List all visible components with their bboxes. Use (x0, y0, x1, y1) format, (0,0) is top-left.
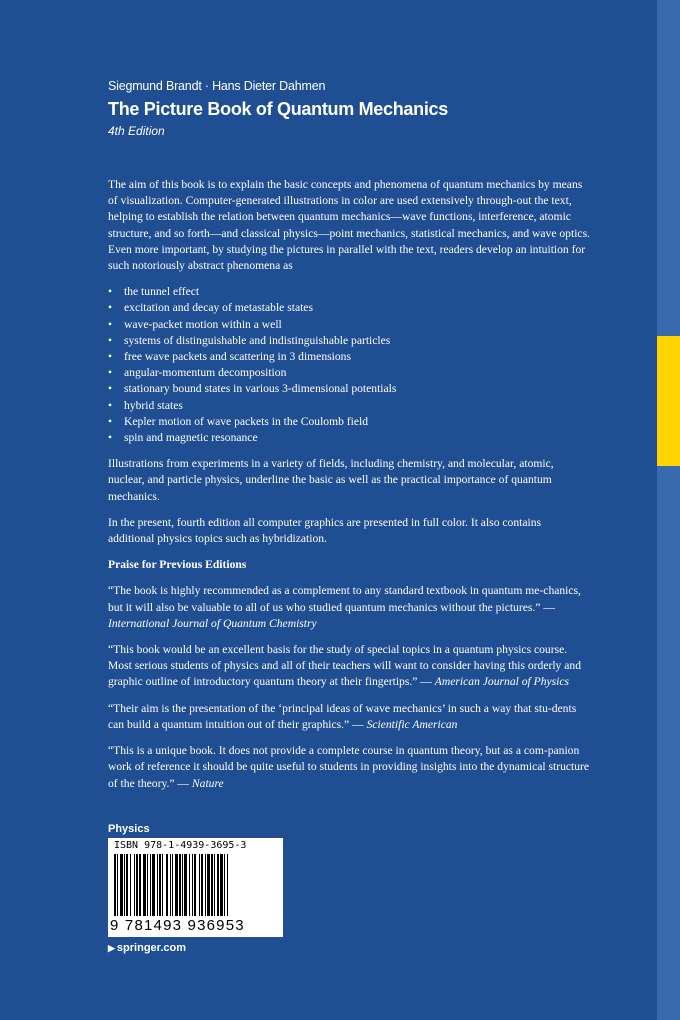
praise-quote (108, 701, 590, 733)
isbn-text: ISBN 978-1-4939-3695-3 (114, 840, 247, 851)
cover-header (108, 78, 628, 139)
cover-footer (108, 822, 283, 955)
quote-text: “This book would be an excellent basis for the study of special topics in a quantum physics course. Most serious students of physics and all of their teachers will want to consider having this orderly and graphic outline of introductory quantum theory at their fingertips.” — (108, 643, 581, 689)
authors: Siegmund Brandt · Hans Dieter Dahmen (108, 79, 326, 93)
publisher-link[interactable] (108, 941, 283, 955)
topic-item: • Kepler motion of wave packets in the Coulomb field (108, 414, 590, 430)
edition: 4th Edition (108, 124, 165, 138)
quote-text: “The book is highly recommended as a complement to any standard textbook in quantum me-chanics, but it will also be valuable to all of us who studied quantum mechanics without the pictures.” — (108, 584, 581, 614)
topic-item: • angular-momentum decomposition (108, 365, 590, 381)
blurb (108, 177, 590, 802)
yellow-accent-bar (657, 336, 680, 466)
illustrations-paragraph: Illustrations from experiments in a variety of fields, including chemistry, and molecular, atomic, nuclear, and particle physics, underline the basic as well as the practical importance of quantum mechanics. (108, 457, 554, 503)
quote-source: American Journal of Physics (434, 675, 570, 689)
topic-item: • wave-packet motion within a well (108, 317, 590, 333)
topic-item: • free wave packets and scattering in 3 dimensions (108, 349, 590, 365)
barcode-digits: 9 781493 936953 (110, 917, 245, 934)
topic-item: • systems of distinguishable and indistinguishable particles (108, 333, 590, 349)
edition-paragraph: In the present, fourth edition all computer graphics are presented in full color. It also contains additional physics topics such as hybridization. (108, 515, 542, 546)
praise-quote (108, 642, 590, 691)
topic-list (108, 284, 590, 446)
topic-item: • spin and magnetic resonance (108, 430, 590, 446)
praise-quote (108, 743, 590, 792)
topic-item: • stationary bound states in various 3-dimensional potentials (108, 381, 590, 397)
quote-source: Nature (191, 776, 224, 790)
quote-text: “This is a unique book. It does not provide a complete course in quantum theory, but as a com-panion work of reference it should be quite useful to students in providing insights into the dynamical structure of the theory.” — (108, 744, 590, 790)
praise-heading: Praise for Previous Editions (108, 558, 247, 572)
barcode-bars (114, 854, 278, 916)
spine-strip (657, 0, 680, 1020)
quote-text: “Their aim is the presentation of the ‘principal ideas of wave mechanics’ in such a way that stu-dents can build a quantum intuition out of their graphics.” — (108, 701, 577, 731)
category-label: Physics (108, 823, 150, 835)
barcode (108, 838, 283, 937)
topic-item: • hybrid states (108, 398, 590, 414)
topic-item: • excitation and decay of metastable states (108, 300, 590, 316)
quote-source: Scientific American (366, 717, 458, 731)
arrow-right-icon: ▶ (108, 943, 115, 953)
publisher-url: springer.com (116, 942, 186, 954)
intro-paragraph: The aim of this book is to explain the basic concepts and phenomena of quantum mechanics by means of visualization. Computer-generated illustrations in color are used extensively through-out the text, helping to establish the relation between quantum mechanics—wave functions, interference, atomic structure, and so forth—and classical physics—point mechanics, statistical mechanics, and wave optics. Even more important, by studying the pictures in parallel with the text, readers develop an intuition for such notoriously abstract phenomena as (108, 178, 590, 273)
topic-item: • the tunnel effect (108, 284, 590, 300)
book-title: The Picture Book of Quantum Mechanics (108, 99, 448, 119)
praise-quote (108, 583, 590, 632)
quote-source: International Journal of Quantum Chemistry (108, 616, 317, 630)
